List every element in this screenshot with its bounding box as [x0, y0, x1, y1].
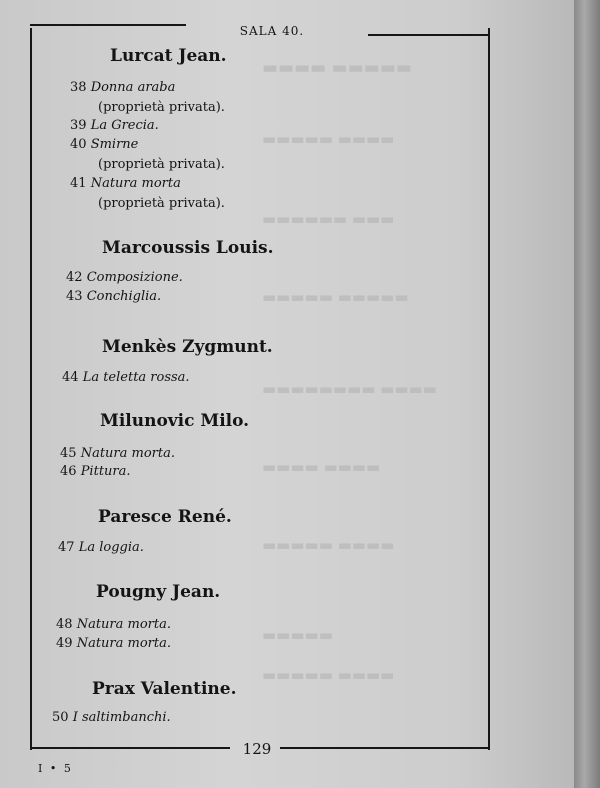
artist-name: Marcoussis Louis. — [102, 238, 274, 258]
frame-top-rule-left — [30, 24, 186, 26]
catalog-entry: 40 Smirne — [70, 137, 139, 152]
catalog-entry: 48 Natura morta. — [56, 617, 171, 632]
signature-mark: I • 5 — [38, 762, 73, 775]
catalog-entry: 41 Natura morta — [70, 176, 181, 191]
artist-name: Pougny Jean. — [96, 582, 221, 602]
entry-note: (proprietà privata). — [98, 100, 225, 115]
catalog-entry: 38 Donna araba — [70, 80, 176, 95]
artist-name: Prax Valentine. — [92, 679, 237, 699]
catalog-entry: 47 La loggia. — [58, 540, 144, 555]
entry-note: (proprietà privata). — [98, 157, 225, 172]
frame-bottom-rule-right — [280, 747, 488, 749]
catalog-entry: 44 La teletta rossa. — [62, 370, 190, 385]
book-page-edge — [574, 0, 600, 788]
artist-name: Lurcat Jean. — [110, 46, 227, 66]
frame-top-rule-right — [368, 34, 488, 36]
catalog-entry: 50 I saltimbanchi. — [52, 710, 171, 725]
hall-header: SALA 40. — [239, 24, 305, 38]
bleed-through-text: ▬▬▬▬ ▬▬▬▬▬ ▬▬▬▬▬ ▬▬▬▬ ▬▬▬▬▬▬ ▬▬▬ ▬▬▬▬▬ ▬▬▬▬▬ ▬▬▬▬▬▬▬▬ ▬▬▬▬ ▬▬▬▬ ▬▬▬▬ ▬▬▬▬▬ ▬▬▬▬ ▬▬▬▬▬ ▬▬▬▬▬ ▬▬▬▬ — [262, 58, 437, 684]
artist-name: Paresce René. — [98, 507, 232, 527]
catalog-entry: 39 La Grecia. — [70, 118, 159, 133]
catalog-entry: 49 Natura morta. — [56, 636, 171, 651]
catalog-entry: 43 Conchiglia. — [66, 289, 162, 304]
artist-name: Menkès Zygmunt. — [102, 337, 273, 357]
catalog-entry: 42 Composizione. — [66, 270, 183, 285]
frame-bottom-rule-left — [30, 747, 230, 749]
entry-note: (proprietà privata). — [98, 196, 225, 211]
catalog-entry: 45 Natura morta. — [60, 446, 175, 461]
page-number: 129 — [242, 740, 272, 758]
artist-name: Milunovic Milo. — [100, 411, 250, 431]
catalog-entry: 46 Pittura. — [60, 464, 131, 479]
